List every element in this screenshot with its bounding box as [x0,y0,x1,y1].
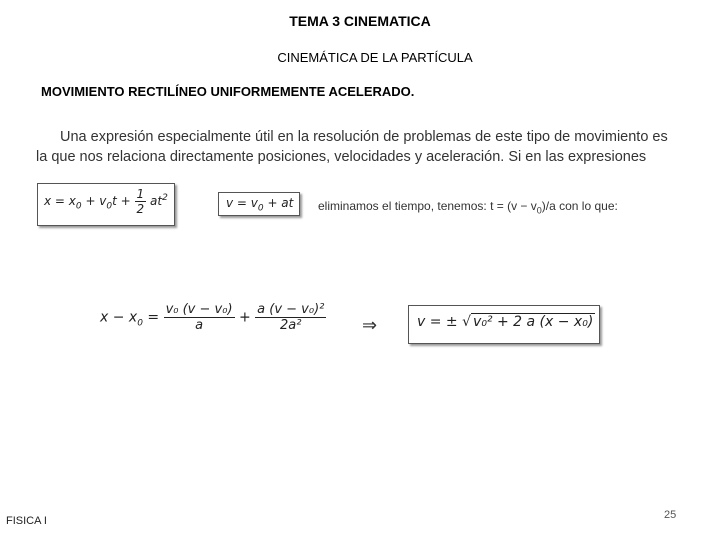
middle-text-sub: 0 [536,205,542,216]
f1-num: 1 [136,187,145,201]
f1-lhs: x = x [44,194,76,208]
f4-lhs: v = ± [417,314,463,330]
f1-sub0: 0 [75,201,82,212]
paragraph-line-2: la que nos relaciona directamente posiciones, velocidades y aceleración. Si en las expresiones [36,149,647,165]
derived-equation [100,302,326,333]
page-title: TEMA 3 CINEMATICA [289,13,431,29]
f4-radicand: v₀² + 2 a (x − x₀) [473,314,594,330]
section-heading: MOVIMIENTO RECTILÍNEO UNIFORMEMENTE ACELERADO. [41,84,415,99]
f3-frac1-num: v₀ (v − v₀) [165,302,233,317]
f3-lhs-sub: 0 [137,318,143,329]
f3-frac2-den: 2a² [280,318,302,333]
footer-course-label: FISICA I [6,515,47,527]
sqrt-icon: √ [462,314,472,330]
middle-text-main: eliminamos el tiempo, tenemos: t = (v − v [318,199,537,213]
f3-frac2-num: a (v − v₀)² [257,302,325,317]
f1-sup: 2 [162,193,168,203]
implies-arrow-icon: ⇒ [362,315,378,335]
position-equation-box [37,183,175,226]
middle-text-tail: )/a con lo que: [541,199,618,213]
f1-fraction [135,187,147,216]
f3-eq: = [142,309,164,326]
page-number: 25 [664,509,677,521]
f1-t: t + [112,194,135,208]
f2-sub: 0 [257,203,264,214]
f3-plus: + [238,309,256,326]
f3-fraction-2 [255,302,326,333]
velocity-equation-box [218,192,300,216]
f1-sub1: 0 [106,201,113,212]
result-equation-box [408,305,600,344]
page-subtitle: CINEMÁTICA DE LA PARTÍCULA [277,50,473,65]
body-paragraph [36,127,686,167]
f1-den: 2 [136,202,145,216]
middle-text [318,199,618,215]
f1-tail: at [150,194,163,208]
paragraph-line-1: Una expresión especialmente útil en la resolución de problemas de este tipo de movimiento es [60,129,668,145]
f2-text: v = v [226,196,258,210]
f3-fraction-1 [164,302,235,333]
f1-mid: + v [81,194,107,208]
f2-tail: + at [263,196,294,210]
f3-frac1-den: a [195,318,204,333]
f3-lhs: x − x [100,309,138,326]
